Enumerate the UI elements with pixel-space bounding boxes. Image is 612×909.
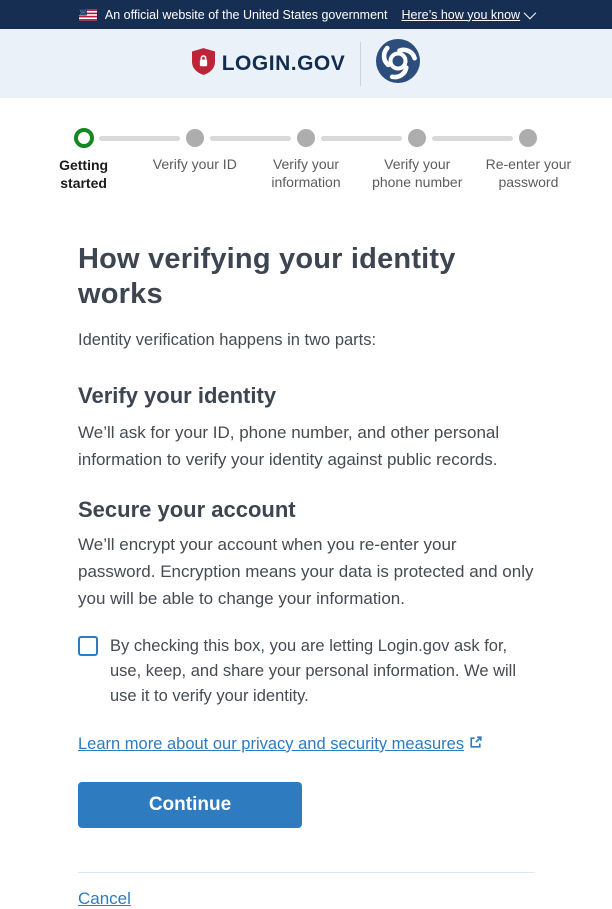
consent-row (78, 634, 534, 709)
cancel-link[interactable]: Cancel (78, 888, 131, 908)
step-indicator (28, 128, 584, 192)
step-circle (408, 129, 426, 147)
chevron-down-icon (524, 7, 537, 20)
section-body-secure-account: We’ll encrypt your account when you re-enter your password. Encryption means your data is protected and only you will be able to change your information. (78, 534, 534, 608)
step-label: Verify your phone number (372, 156, 463, 191)
section-heading-secure-account: Secure your account (78, 496, 296, 522)
main-content (0, 242, 612, 908)
step-circle (186, 129, 204, 147)
step-label: Re-enter your password (485, 156, 572, 191)
step-label: Verify your ID (152, 156, 237, 172)
continue-button[interactable]: Continue (78, 782, 302, 828)
step-re-enter-your-password (473, 128, 584, 192)
step-circle (297, 129, 315, 147)
banner-text: An official website of the United States government (104, 7, 388, 22)
site-header (0, 29, 612, 98)
intro-text: Identity verification happens in two parts: (78, 330, 377, 349)
consent-checkbox[interactable] (78, 636, 98, 656)
consent-label[interactable]: By checking this box, you are letting Login.gov ask for, use, keep, and share your personal information. We will use it to verify your identity. (110, 636, 516, 705)
login-gov-wordmark: LOGIN.GOV (221, 51, 346, 75)
heres-how-you-know-link[interactable] (401, 8, 533, 22)
us-dot-logo (376, 39, 420, 88)
external-link-icon (469, 735, 483, 754)
privacy-security-link-label: Learn more about our privacy and security measures (78, 734, 465, 753)
us-flag-icon (79, 9, 97, 21)
section-body-verify-identity: We’ll ask for your ID, phone number, and other personal information to verify your identity against public records. (78, 422, 500, 469)
privacy-security-link[interactable] (78, 735, 483, 754)
login-gov-logo[interactable] (192, 48, 346, 80)
section-heading-verify-identity: Verify your identity (78, 382, 277, 408)
footer-divider (78, 872, 534, 873)
gov-banner (0, 0, 612, 29)
step-circle (519, 129, 537, 147)
login-gov-shield-icon (192, 48, 215, 80)
header-divider (360, 42, 361, 86)
step-circle-current (74, 128, 94, 148)
step-label: Getting started (59, 157, 109, 192)
banner-link-label: Here’s how you know (401, 7, 521, 22)
page-title: How verifying your identity works (78, 243, 456, 311)
step-label: Verify your information (271, 156, 341, 191)
